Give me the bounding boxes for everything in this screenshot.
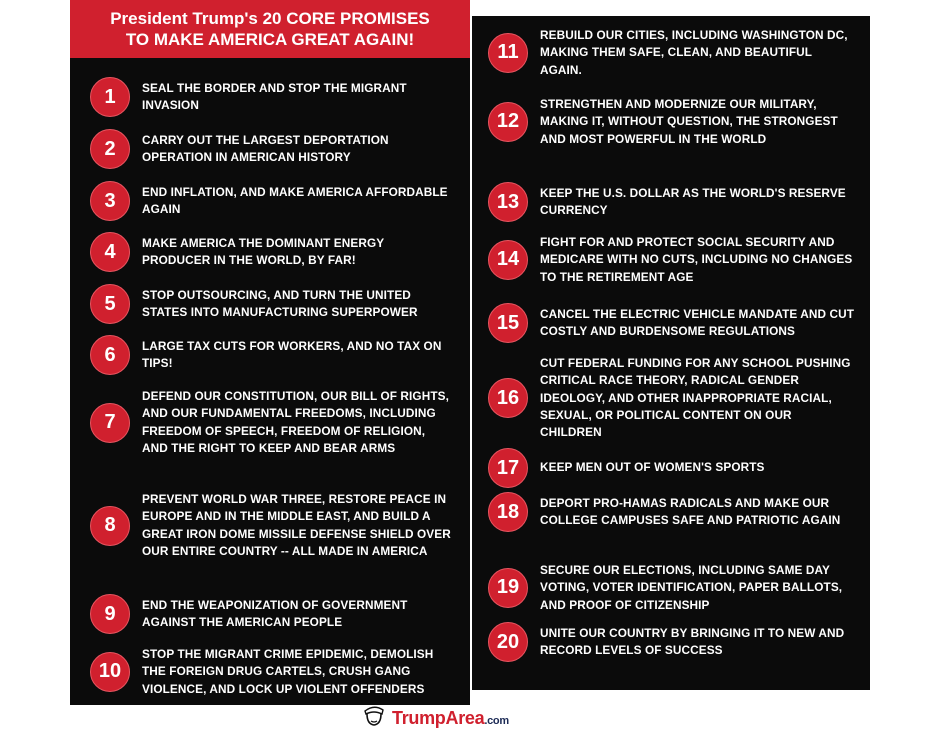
promise-number-badge: 18 <box>488 492 528 532</box>
promise-item-14 <box>488 234 863 286</box>
promise-number-badge: 12 <box>488 102 528 142</box>
promise-text: KEEP MEN OUT OF WOMEN'S SPORTS <box>540 460 765 475</box>
promise-text: MAKE AMERICA THE DOMINANT ENERGY PRODUCER IN THE WORLD, BY FAR! <box>142 235 384 267</box>
promise-text: DEPORT PRO-HAMAS RADICALS AND MAKE OUR COLLEGE CAMPUSES SAFE AND PATRIOTIC AGAIN <box>540 495 841 527</box>
promise-item-18 <box>488 492 863 532</box>
promise-text: DEFEND OUR CONSTITUTION, OUR BILL OF RIGHTS, AND OUR FUNDAMENTAL FREEDOMS, INCLUDING FREEDOM OF SPEECH, FREEDOM OF RELIGION, AND THE RIGHT TO KEEP AND BEAR ARMS <box>142 389 449 455</box>
brand-wordmark <box>392 708 509 729</box>
promise-text: REBUILD OUR CITIES, INCLUDING WASHINGTON DC, MAKING THEM SAFE, CLEAN, AND BEAUTIFUL AGAIN. <box>540 28 848 77</box>
promise-item-20 <box>488 622 863 662</box>
promise-item-16 <box>488 355 863 441</box>
footer-logo[interactable] <box>362 705 572 731</box>
promise-item-10 <box>90 646 455 698</box>
promise-text: KEEP THE U.S. DOLLAR AS THE WORLD'S RESERVE CURRENCY <box>540 185 846 217</box>
promise-number-badge: 17 <box>488 448 528 488</box>
promise-text: FIGHT FOR AND PROTECT SOCIAL SECURITY AND MEDICARE WITH NO CUTS, INCLUDING NO CHANGES TO THE RETIREMENT AGE <box>540 235 853 284</box>
promise-text: CARRY OUT THE LARGEST DEPORTATION OPERATION IN AMERICAN HISTORY <box>142 132 389 164</box>
left-panel <box>70 0 470 705</box>
promise-item-3 <box>90 181 455 221</box>
brand-domain: .com <box>484 714 509 727</box>
promise-number-badge: 5 <box>90 284 130 324</box>
promise-number-badge: 1 <box>90 77 130 117</box>
promise-text: END INFLATION, AND MAKE AMERICA AFFORDABLE AGAIN <box>142 184 448 216</box>
promise-number-badge: 15 <box>488 303 528 343</box>
promise-text: CUT FEDERAL FUNDING FOR ANY SCHOOL PUSHING CRITICAL RACE THEORY, RADICAL GENDER IDEOLOGY, AND OTHER INAPPROPRIATE RACIAL, SEXUAL, OR POLITICAL CONTENT ON OUR CHILDREN <box>540 356 851 440</box>
header-title-line2: TO MAKE AMERICA GREAT AGAIN! <box>125 30 415 49</box>
promise-number-badge: 13 <box>488 182 528 222</box>
promise-text: CANCEL THE ELECTRIC VEHICLE MANDATE AND CUT COSTLY AND BURDENSOME REGULATIONS <box>540 306 855 338</box>
promise-text: SECURE OUR ELECTIONS, INCLUDING SAME DAY VOTING, VOTER IDENTIFICATION, PAPER BALLOTS, AND PROOF OF CITIZENSHIP <box>540 563 843 612</box>
promise-number-badge: 3 <box>90 181 130 221</box>
promise-number-badge: 20 <box>488 622 528 662</box>
promise-number-badge: 16 <box>488 378 528 418</box>
promise-item-6 <box>90 335 455 375</box>
promise-item-17 <box>488 448 863 488</box>
promise-item-15 <box>488 303 863 343</box>
promise-item-9 <box>90 594 455 634</box>
promise-number-badge: 8 <box>90 506 130 546</box>
promise-text: UNITE OUR COUNTRY BY BRINGING IT TO NEW AND RECORD LEVELS OF SUCCESS <box>540 625 845 657</box>
promise-item-5 <box>90 284 455 324</box>
promise-number-badge: 10 <box>90 652 130 692</box>
right-panel <box>472 16 870 690</box>
promise-item-4 <box>90 232 455 272</box>
promise-number-badge: 7 <box>90 403 130 443</box>
promise-item-7 <box>90 388 455 457</box>
promise-item-2 <box>90 129 455 169</box>
promise-text: LARGE TAX CUTS FOR WORKERS, AND NO TAX ON TIPS! <box>142 338 442 370</box>
header-title-line1: President Trump's 20 CORE PROMISES <box>110 9 430 28</box>
promise-number-badge: 14 <box>488 240 528 280</box>
promise-text: SEAL THE BORDER AND STOP THE MIGRANT INVASION <box>142 80 407 112</box>
promise-number-badge: 9 <box>90 594 130 634</box>
brand-name: TrumpArea <box>392 707 485 728</box>
trump-hair-logo-icon <box>362 705 386 731</box>
promise-item-8 <box>90 491 455 560</box>
promise-item-11 <box>488 27 863 79</box>
promise-item-19 <box>488 562 863 614</box>
promise-item-1 <box>90 77 455 117</box>
header-banner <box>70 0 470 58</box>
promise-text: STRENGTHEN AND MODERNIZE OUR MILITARY, MAKING IT, WITHOUT QUESTION, THE STRONGEST AND MOST POWERFUL IN THE WORLD <box>540 97 838 146</box>
promise-number-badge: 2 <box>90 129 130 169</box>
promise-text: STOP THE MIGRANT CRIME EPIDEMIC, DEMOLISH THE FOREIGN DRUG CARTELS, CRUSH GANG VIOLENCE, AND LOCK UP VIOLENT OFFENDERS <box>142 647 434 696</box>
promise-number-badge: 6 <box>90 335 130 375</box>
promise-number-badge: 19 <box>488 568 528 608</box>
promise-item-13 <box>488 182 863 222</box>
promise-text: STOP OUTSOURCING, AND TURN THE UNITED STATES INTO MANUFACTURING SUPERPOWER <box>142 287 418 319</box>
promise-number-badge: 4 <box>90 232 130 272</box>
promise-item-12 <box>488 96 863 148</box>
promise-text: PREVENT WORLD WAR THREE, RESTORE PEACE IN EUROPE AND IN THE MIDDLE EAST, AND BUILD A GREAT IRON DOME MISSILE DEFENSE SHIELD OVER OUR ENTIRE COUNTRY -- ALL MADE IN AMERICA <box>142 492 451 558</box>
promise-number-badge: 11 <box>488 33 528 73</box>
promise-text: END THE WEAPONIZATION OF GOVERNMENT AGAINST THE AMERICAN PEOPLE <box>142 597 408 629</box>
